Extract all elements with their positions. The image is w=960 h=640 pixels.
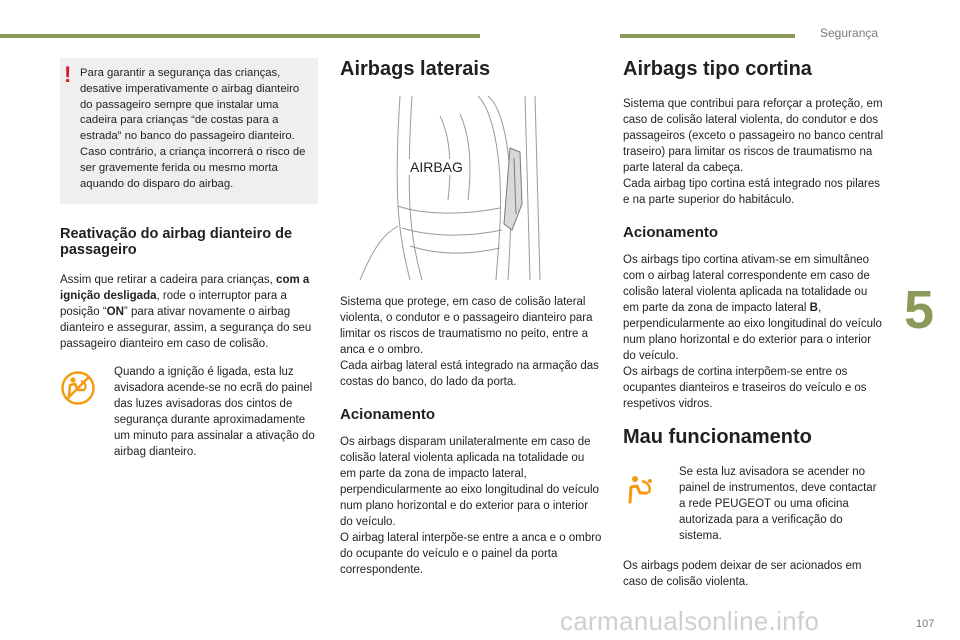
curtain-acionamento-text-1: Os airbags tipo cortina ativam-se em simultâneo com o airbag lateral correspondente em caso de colisão lateral violenta aplicada na totalidade ou em parte da zona de impacto lateral B, perpendicularmente ao eixo longitudinal do veículo num plano horizontal e do exterior para o interior do veículo.	[623, 254, 882, 362]
chapter-number: 5	[904, 280, 935, 340]
malfunction-title: Mau funcionamento	[623, 426, 812, 448]
column-middle	[340, 58, 602, 578]
reactivation-paragraph: Assim que retirar a cadeira para crianças, com a ignição desligada, rode o interruptor para a posição “ON” para ativar novamente o airbag dianteiro e assegurar, assim, a segurança do seu passageiro dianteiro em caso de colisão.	[60, 274, 312, 350]
curtain-airbags-text-2: Cada airbag tipo cortina está integrado nos pilares e na parte superior do habitáculo.	[623, 178, 880, 206]
side-airbags-text-1: Sistema que protege, em caso de colisão lateral violenta, o condutor e o passageiro dianteiro para limitar os riscos de traumatismo no peito, entre a anca e o ombro.	[340, 296, 593, 356]
side-acionamento-text-1: Os airbags disparam unilateralmente em caso de colisão lateral violenta aplicada na totalidade ou em parte da zona de impacto lateral, perpendicularmente ao eixo longitudinal do veículo num plano horizontal e do exterior para o interior do veículo.	[340, 436, 599, 528]
warning-text-1: Para garantir a segurança das crianças, desative imperativamente o airbag dianteiro do passageiro sempre que instalar uma cadeira para crianças “de costas para a estrada” no banco do passageiro dianteiro.	[80, 67, 300, 143]
side-acionamento-heading: Acionamento	[340, 406, 436, 423]
airbag-fault-warning-icon	[623, 464, 679, 544]
warning-exclamation-icon: !	[64, 62, 72, 87]
section-label: Segurança	[820, 26, 879, 40]
column-left	[60, 58, 318, 460]
column-right	[623, 58, 885, 590]
curtain-airbags-text-1: Sistema que contribui para reforçar a proteção, em caso de colisão lateral violenta, do condutor e dos passageiros (exceto o passageiro no banco central traseiro) para limitar os riscos de traumatismo na parte lateral da cabeça.	[623, 98, 884, 174]
warning-text-2: Caso contrário, a criança incorrerá o risco de ser gravemente ferida ou mesmo morta aquando do disparo do airbag.	[80, 145, 306, 190]
indicator-text: Quando a ignição é ligada, esta luz avisadora acende-se no ecrã do painel das luzes avisadoras dos cintos de segurança durante aproximadamente um minuto para assinalar a ativação do airbag dianteiro.	[114, 366, 315, 458]
airbag-figure-label: AIRBAG	[410, 159, 463, 175]
header-rule-left	[0, 34, 480, 38]
side-airbags-text-2: Cada airbag lateral está integrado na armação das costas do banco, do lado da porta.	[340, 360, 599, 388]
header-rule-right	[620, 34, 795, 38]
side-airbags-title: Airbags laterais	[340, 58, 491, 80]
curtain-acionamento-heading: Acionamento	[623, 224, 719, 241]
malfunction-icon-text: Se esta luz avisadora se acender no painel de instrumentos, deve contactar a rede PEUGEOT ou uma oficina autorizada para a verificação do sistema.	[679, 466, 877, 542]
warning-box	[60, 58, 318, 204]
malfunction-row	[623, 464, 885, 544]
curtain-airbags-title: Airbags tipo cortina	[623, 58, 812, 80]
indicator-row	[60, 364, 318, 460]
reactivation-heading: Reativação do airbag dianteiro de passageiro	[60, 226, 293, 258]
side-acionamento-text-2: O airbag lateral interpõe-se entre a anca e o ombro do ocupante do veículo e o painel da porta correspondente.	[340, 532, 602, 576]
seat-airbag-illustration	[340, 96, 550, 280]
watermark: carmanualsonline.info	[560, 606, 820, 636]
malfunction-text: Os airbags podem deixar de ser acionados em caso de colisão violenta.	[623, 560, 862, 588]
airbag-off-warning-icon	[60, 364, 114, 460]
page-number: 107	[916, 618, 935, 630]
curtain-acionamento-text-2: Os airbags de cortina interpõem-se entre os ocupantes dianteiros e traseiros do veículo e os respetivos vidros.	[623, 366, 867, 410]
